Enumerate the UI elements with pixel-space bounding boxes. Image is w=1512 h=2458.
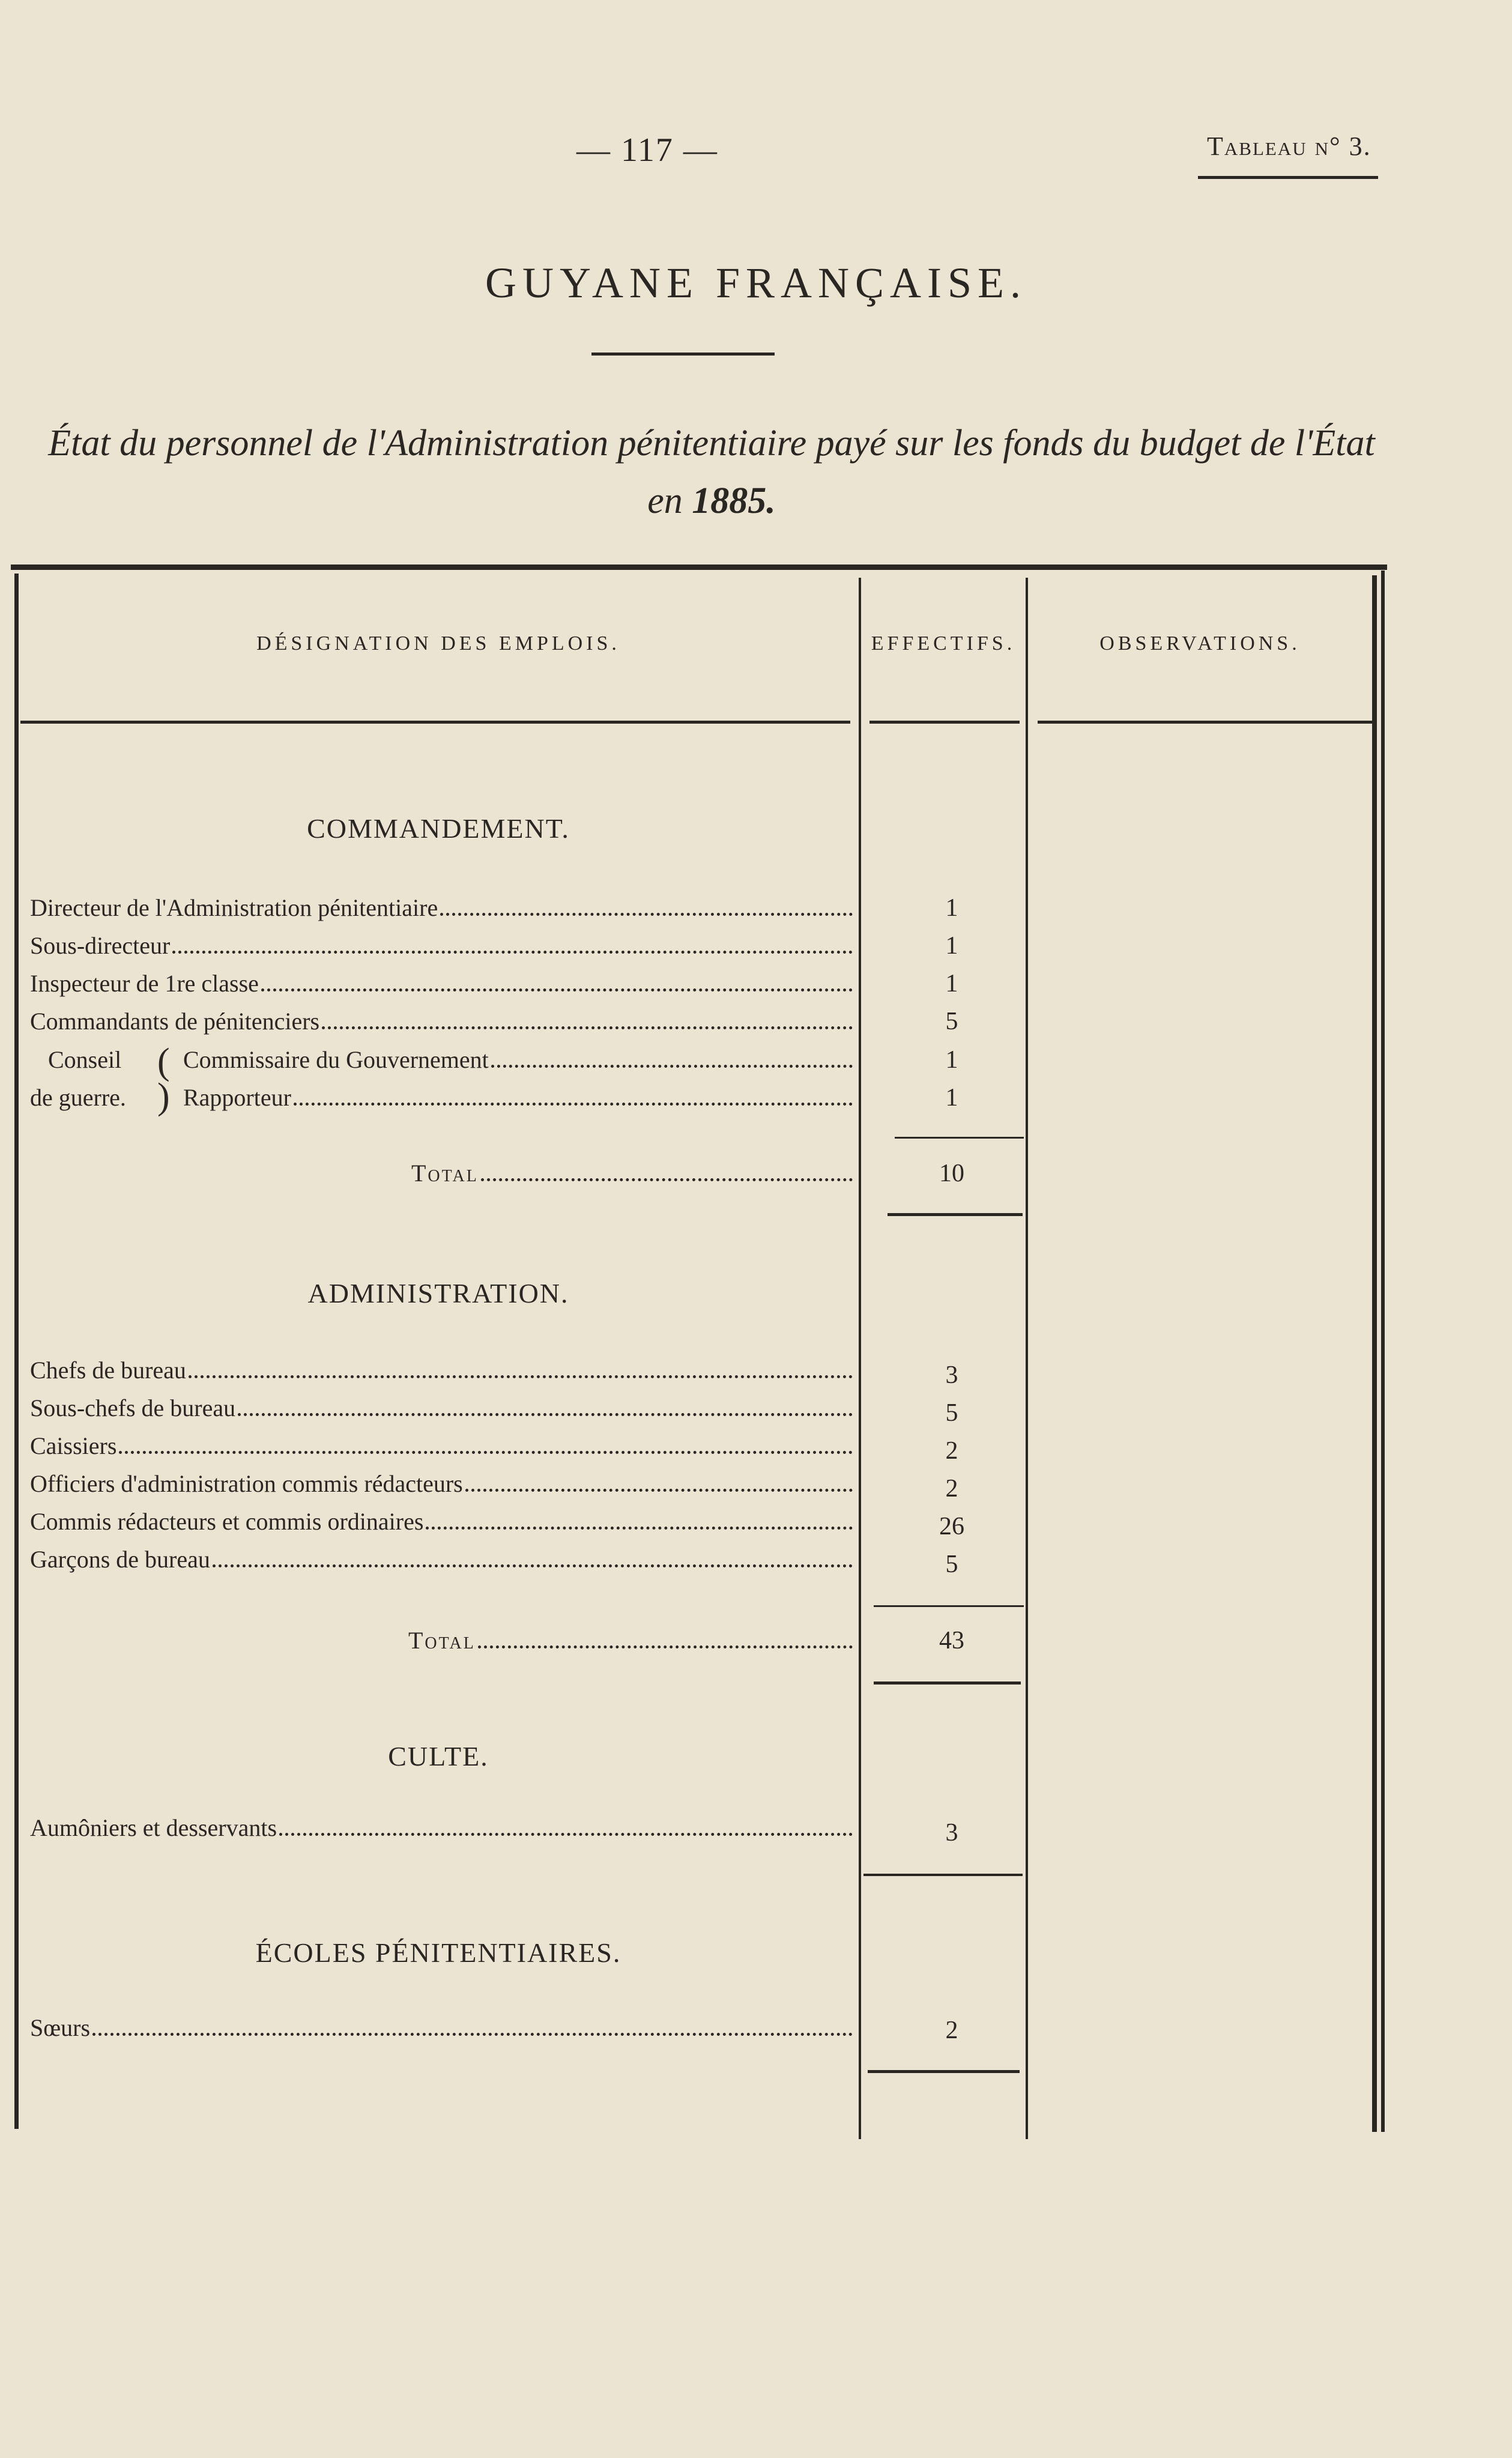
column-divider-1 [859, 578, 861, 2139]
row-value: 26 [939, 1513, 964, 1540]
row-value: 1 [945, 970, 958, 997]
table-row [30, 889, 853, 927]
total-value: 43 [939, 1627, 964, 1654]
row-label: Officiers d'administration commis rédacteurs [30, 1470, 463, 1497]
table-left-border [14, 574, 19, 2129]
table-number: Tableau n° 3. [1207, 132, 1371, 161]
row-value: 5 [945, 1399, 958, 1427]
row-label: Chefs de bureau [30, 1357, 186, 1384]
row-value: 5 [945, 1008, 958, 1035]
table-row [30, 964, 853, 1003]
section-rule [863, 1874, 1023, 1876]
group-label-conseil: Conseil [48, 1046, 122, 1073]
row-label: Commissaire du Gouvernement [183, 1046, 489, 1073]
subtitle-prefix: en [647, 480, 692, 521]
row-label: Commandants de pénitenciers [30, 1008, 320, 1035]
row-label: Sous-chefs de bureau [30, 1394, 236, 1421]
total-label: Total [411, 1160, 479, 1187]
section-title-administration: ADMINISTRATION. [307, 1278, 569, 1309]
document-subtitle [12, 414, 1411, 530]
row-label: Inspecteur de 1re classe [30, 970, 259, 997]
row-value: 5 [945, 1551, 958, 1578]
row-value: 1 [945, 894, 958, 922]
section-rule [868, 2070, 1020, 2073]
column-header-effectifs: EFFECTIFS. [871, 632, 1016, 655]
row-label: Sous-directeur [30, 932, 171, 959]
table-right-border [1372, 575, 1377, 2132]
row-label: Sœurs [30, 2014, 91, 2041]
group-label-de-guerre: de guerre. [30, 1084, 126, 1111]
row-value: 2 [945, 2017, 958, 2044]
page-number: — 117 — [576, 132, 718, 169]
header-rule-3 [1038, 721, 1374, 724]
table-row [30, 1389, 853, 1427]
table-row [30, 1002, 853, 1041]
table-row [30, 927, 853, 965]
table-right-border-outer [1381, 571, 1385, 2132]
row-label: Caissiers [30, 1432, 117, 1459]
table-row [183, 1041, 853, 1079]
column-header-designation: DÉSIGNATION DES EMPLOIS. [256, 632, 620, 655]
row-label: Directeur de l'Administration pénitentiaire [30, 894, 438, 921]
header-rule-1 [20, 721, 850, 724]
row-value: 2 [945, 1475, 958, 1503]
table-row [30, 1809, 853, 1847]
table-row [30, 1427, 853, 1465]
brace-top: ( [157, 1041, 170, 1082]
total-value: 10 [939, 1160, 964, 1187]
total-row [411, 1154, 853, 1193]
section-title-culte: CULTE. [388, 1741, 489, 1772]
table-row [183, 1079, 853, 1117]
total-rule [874, 1682, 1021, 1685]
row-label: Aumôniers et desservants [30, 1814, 277, 1841]
table-row [30, 1540, 853, 1579]
total-row [408, 1621, 853, 1660]
row-value: 1 [945, 1084, 958, 1112]
title-divider [591, 353, 775, 356]
row-label: Commis rédacteurs et commis ordinaires [30, 1508, 424, 1535]
subtotal-rule [895, 1137, 1024, 1139]
row-value: 3 [945, 1361, 958, 1389]
subtitle-line-2 [12, 472, 1411, 530]
row-label: Rapporteur [183, 1084, 291, 1111]
subtitle-line-1: État du personnel de l'Administration pénitentiaire payé sur les fonds du budget de l'État [48, 423, 1375, 464]
table-row [30, 1503, 853, 1541]
table-row [30, 1351, 853, 1390]
subtotal-rule [874, 1605, 1024, 1607]
row-value: 1 [945, 1046, 958, 1074]
row-value: 3 [945, 1819, 958, 1847]
row-label: Garçons de bureau [30, 1546, 210, 1573]
page-title: GUYANE FRANÇAISE. [485, 259, 1027, 307]
total-label: Total [408, 1627, 476, 1654]
decorative-rule [1198, 176, 1378, 179]
section-title-ecoles: ÉCOLES PÉNITENTIAIRES. [255, 1937, 621, 1968]
row-value: 2 [945, 1437, 958, 1465]
brace-bottom: ) [157, 1076, 170, 1117]
table-top-border [11, 565, 1387, 570]
table-row [30, 2009, 853, 2047]
header-rule-2 [869, 721, 1020, 724]
total-rule [888, 1213, 1023, 1216]
column-header-observations: OBSERVATIONS. [1099, 632, 1301, 655]
row-value: 1 [945, 932, 958, 960]
section-title-commandement: COMMANDEMENT. [307, 813, 570, 844]
table-row [30, 1465, 853, 1503]
subtitle-year: 1885. [692, 480, 776, 521]
